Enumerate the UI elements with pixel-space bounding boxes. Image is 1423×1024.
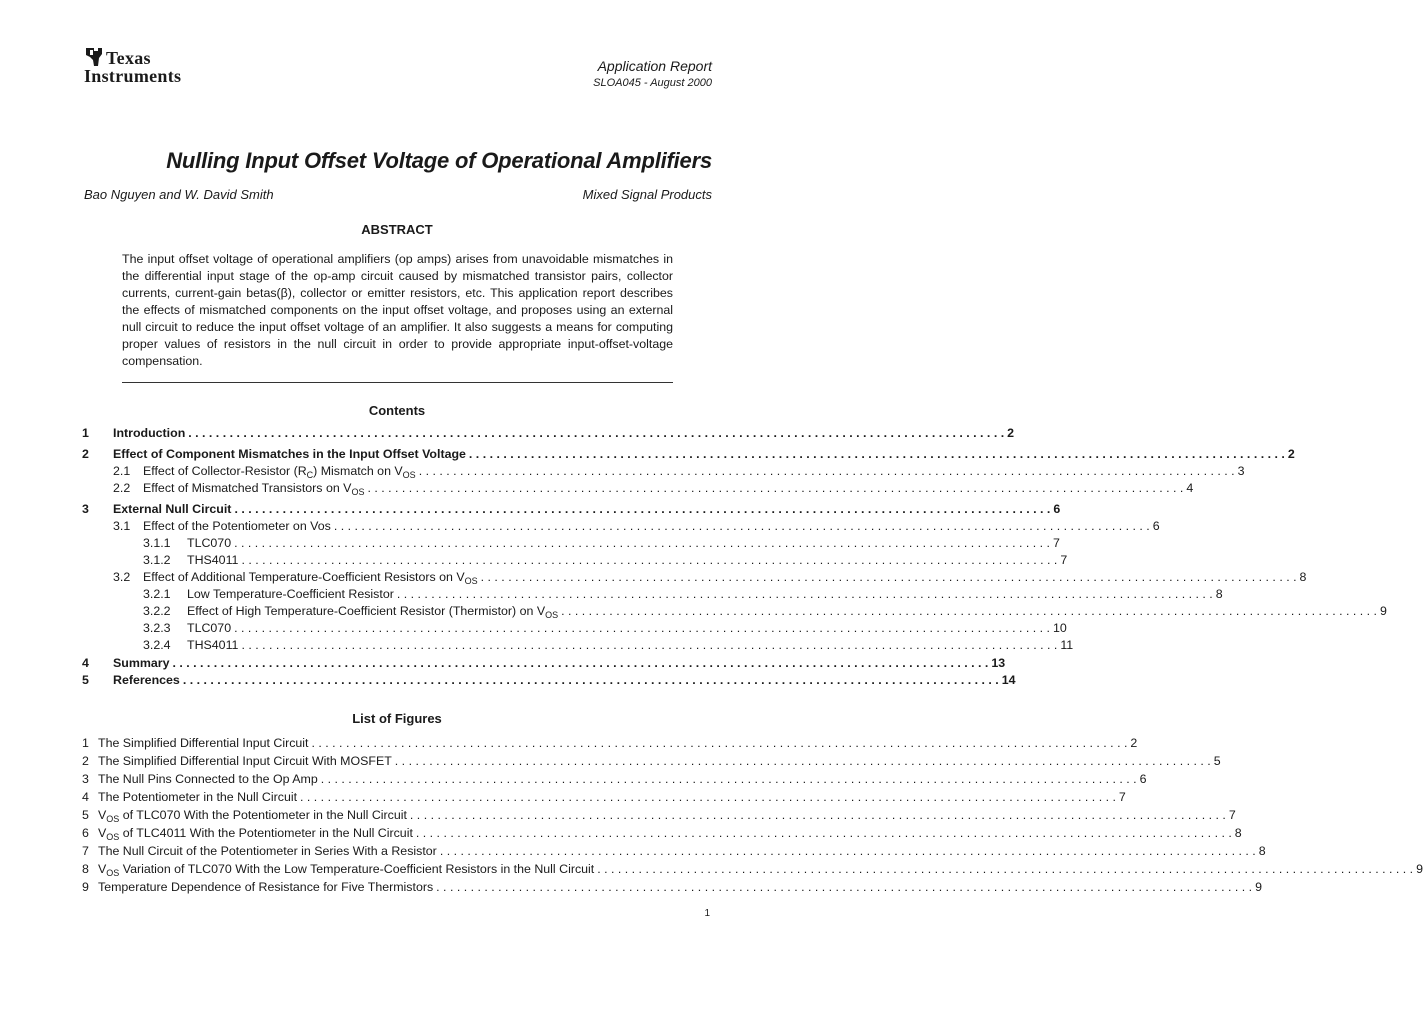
leader-dots	[231, 620, 1050, 637]
leader-dots	[394, 586, 1213, 603]
figure-text: of TLC4011 With the Potentiometer in the Null Circuit	[119, 826, 413, 840]
list-of-figures-heading: List of Figures	[352, 711, 442, 726]
toc-entry-number: 3.2	[113, 570, 131, 584]
figure-number: 8	[82, 862, 89, 876]
toc-entry-title	[187, 603, 558, 620]
toc-entry-page: 7	[1052, 536, 1060, 550]
toc-entry-title	[187, 535, 231, 552]
toc-entry-title	[187, 586, 394, 603]
figure-text: Variation of TLC070 With the Low Temperature-Coefficient Resistors in the Null Circuit	[119, 862, 595, 876]
toc-entry	[82, 672, 1016, 689]
leader-dots	[169, 655, 988, 672]
toc-entry-text: TLC070	[187, 536, 232, 550]
toc-entry-number: 3.1.1	[143, 536, 171, 550]
leader-dots	[594, 861, 1413, 878]
toc-entry-text: External Null Circuit	[113, 502, 232, 516]
toc-entry-text: Effect of Mismatched Transistors on V	[143, 481, 352, 495]
figure-text: The Simplified Differential Input Circuit With MOSFET	[98, 754, 392, 768]
toc-entry	[82, 655, 1006, 672]
leader-dots	[433, 879, 1252, 896]
toc-entry-text: Summary	[113, 656, 170, 670]
figure-number: 2	[82, 754, 89, 768]
toc-entry	[82, 446, 1295, 463]
leader-dots	[231, 501, 1050, 518]
toc-entry-text: Introduction	[113, 426, 186, 440]
figure-text: The Null Pins Connected to the Op Amp	[98, 772, 318, 786]
division: Mixed Signal Products	[582, 187, 712, 202]
contents-heading: Contents	[368, 403, 426, 418]
toc-entry-text: Effect of High Temperature-Coefficient Resistor (Thermistor) on V	[187, 604, 546, 618]
figure-text: The Potentiometer in the Null Circuit	[98, 790, 298, 804]
toc-entry-number: 3.2.4	[143, 638, 171, 652]
figure-page: 9	[1255, 880, 1262, 894]
toc-entry-page: 10	[1052, 621, 1067, 635]
figure-title	[98, 825, 413, 842]
figure-title	[98, 753, 392, 770]
figure-title	[98, 807, 407, 824]
figure-entry	[82, 807, 1236, 824]
figure-page: 7	[1118, 790, 1126, 804]
figure-title	[98, 771, 318, 788]
toc-entry-title	[113, 501, 231, 518]
figure-text: The Simplified Differential Input Circuit	[98, 736, 309, 750]
toc-entry-text: Low Temperature-Coefficient Resistor	[187, 587, 394, 601]
toc-entry-title	[143, 463, 416, 480]
toc-entry-number: 3.2.2	[143, 604, 171, 618]
figure-entry	[82, 843, 1266, 860]
toc-entry-text: Effect of Collector-Resistor (R	[143, 464, 307, 478]
figure-page: 8	[1234, 826, 1242, 840]
toc-entry-number: 3.2.1	[143, 587, 171, 601]
subscript: OS	[402, 470, 416, 480]
toc-entry-number: 4	[82, 656, 89, 670]
toc-entry-text: Effect of the Potentiometer on Vos	[143, 519, 331, 533]
toc-entry-page: 8	[1299, 570, 1307, 584]
leader-dots	[558, 603, 1377, 620]
doc-id: SLOA045 - August 2000	[593, 77, 712, 89]
figure-page: 6	[1139, 772, 1147, 786]
report-type: Application Report	[597, 58, 712, 74]
subscript: C	[306, 470, 314, 480]
leader-dots	[364, 480, 1183, 497]
toc-entry	[143, 552, 1068, 569]
toc-entry-page: 8	[1215, 587, 1223, 601]
figure-page: 7	[1228, 808, 1236, 822]
figure-number: 7	[82, 844, 89, 858]
toc-entry-page: 6	[1152, 519, 1160, 533]
figure-entry	[82, 753, 1221, 770]
toc-entry-number: 3.1.2	[143, 553, 171, 567]
toc-entry-number: 2.1	[113, 464, 131, 478]
figure-entry	[82, 861, 1423, 878]
figure-entry	[82, 735, 1138, 752]
toc-entry	[82, 501, 1061, 518]
subscript: OS	[351, 487, 365, 497]
figure-number: 4	[82, 790, 89, 804]
leader-dots	[407, 807, 1226, 824]
toc-entry	[113, 518, 1160, 535]
toc-entry	[143, 535, 1060, 552]
figure-title	[98, 861, 594, 878]
leader-dots	[180, 672, 999, 689]
figure-title	[98, 879, 433, 896]
toc-entry-page: 2	[1287, 447, 1295, 461]
figure-entry	[82, 879, 1262, 896]
figure-title	[98, 789, 297, 806]
figure-text: V	[98, 826, 107, 840]
toc-entry-title	[113, 655, 169, 672]
toc-entry-page: 14	[1001, 673, 1016, 687]
subscript: OS	[106, 832, 120, 842]
figure-text: Temperature Dependence of Resistance for Five Thermistors	[98, 880, 434, 894]
figure-page: 2	[1130, 736, 1138, 750]
leader-dots	[309, 735, 1128, 752]
leader-dots	[437, 843, 1256, 860]
toc-entry-title	[187, 637, 238, 654]
toc-entry-page: 7	[1060, 553, 1068, 567]
figure-entry	[82, 825, 1242, 842]
report-header	[593, 58, 712, 89]
toc-entry-title	[187, 552, 238, 569]
leader-dots	[238, 637, 1057, 654]
figure-number: 6	[82, 826, 89, 840]
company-line1: Texas	[106, 48, 151, 68]
subscript: OS	[464, 576, 478, 586]
toc-entry-title	[187, 620, 231, 637]
toc-entry-text: Effect of Additional Temperature-Coefficient Resistors on V	[143, 570, 465, 584]
figure-text: V	[98, 862, 107, 876]
toc-entry-number: 1	[82, 426, 89, 440]
figure-entry	[82, 789, 1126, 806]
figure-title	[98, 735, 309, 752]
leader-dots	[478, 569, 1297, 586]
abstract-heading: ABSTRACT	[361, 222, 433, 237]
leader-dots	[413, 825, 1232, 842]
toc-entry-text: THS4011	[187, 553, 239, 567]
figure-number: 3	[82, 772, 89, 786]
figure-title	[98, 843, 437, 860]
figure-number: 1	[82, 736, 89, 750]
toc-entry	[113, 480, 1194, 497]
figure-page: 9	[1416, 862, 1423, 876]
leader-dots	[392, 753, 1211, 770]
toc-entry-text: ) Mismatch on V	[313, 464, 403, 478]
subscript: OS	[106, 814, 120, 824]
leader-dots	[185, 425, 1004, 442]
toc-entry	[113, 463, 1245, 480]
toc-entry-text: Effect of Component Mismatches in the Input Offset Voltage	[113, 447, 466, 461]
figure-page: 5	[1213, 754, 1221, 768]
toc-entry-page: 11	[1060, 638, 1074, 652]
toc-entry-page: 13	[991, 656, 1006, 670]
leader-dots	[318, 771, 1137, 788]
leader-dots	[231, 535, 1050, 552]
divider	[122, 382, 673, 383]
toc-entry-text: References	[113, 673, 180, 687]
toc-entry-number: 5	[82, 673, 89, 687]
toc-entry-number: 2	[82, 447, 89, 461]
toc-entry-number: 3.2.3	[143, 621, 171, 635]
toc-entry-text: TLC070	[187, 621, 232, 635]
figure-text: of TLC070 With the Potentiometer in the Null Circuit	[119, 808, 407, 822]
figure-text: V	[98, 808, 107, 822]
toc-entry-page: 2	[1007, 426, 1015, 440]
toc-entry-page: 9	[1380, 604, 1387, 618]
toc-entry-title	[143, 480, 364, 497]
figure-number: 9	[82, 880, 89, 894]
toc-entry-page: 3	[1237, 464, 1245, 478]
leader-dots	[297, 789, 1116, 806]
toc-entry	[143, 586, 1223, 603]
subscript: OS	[106, 868, 120, 878]
page-number: 1	[704, 908, 710, 919]
toc-entry-page: 4	[1186, 481, 1194, 495]
document-title: Nulling Input Offset Voltage of Operational Amplifiers	[166, 148, 712, 173]
leader-dots	[466, 446, 1285, 463]
toc-entry-title	[113, 672, 180, 689]
figure-entry	[82, 771, 1147, 788]
leader-dots	[331, 518, 1150, 535]
toc-entry	[143, 637, 1074, 654]
toc-entry	[82, 425, 1015, 442]
toc-entry-page: 6	[1053, 502, 1061, 516]
ti-logo-icon	[84, 46, 104, 68]
company-line2: Instruments	[84, 66, 182, 86]
toc-entry	[113, 569, 1307, 586]
toc-entry	[143, 620, 1067, 637]
authors: Bao Nguyen and W. David Smith	[84, 187, 274, 202]
toc-entry-title	[143, 569, 478, 586]
toc-entry-title	[113, 446, 466, 463]
toc-entry	[143, 603, 1387, 620]
figure-page: 8	[1258, 844, 1266, 858]
toc-entry-title	[143, 518, 331, 535]
figure-text: The Null Circuit of the Potentiometer in Series With a Resistor	[98, 844, 437, 858]
ti-logo	[84, 44, 224, 92]
leader-dots	[238, 552, 1057, 569]
abstract-text: The input offset voltage of operational amplifiers (op amps) arises from unavoidable mismatches in the differential input stage of the op-amp circuit caused by mismatched transistor pairs, collector currents, current-gain betas(β), collector or emitter resistors, etc. This application report describes the effects of mismatched components on the input offset voltage, and proposes using an external null circuit to reduce the input offset voltage of an amplifier. It also suggests a means for computing proper values of resistors in the null circuit in order to provide appropriate input-offset-voltage compensation.	[122, 252, 673, 368]
toc-entry-number: 3.1	[113, 519, 131, 533]
subscript: OS	[545, 610, 559, 620]
toc-entry-number: 2.2	[113, 481, 131, 495]
toc-entry-title	[113, 425, 185, 442]
figure-number: 5	[82, 808, 89, 822]
toc-entry-text: THS4011	[187, 638, 239, 652]
toc-entry-number: 3	[82, 502, 89, 516]
leader-dots	[416, 463, 1235, 480]
